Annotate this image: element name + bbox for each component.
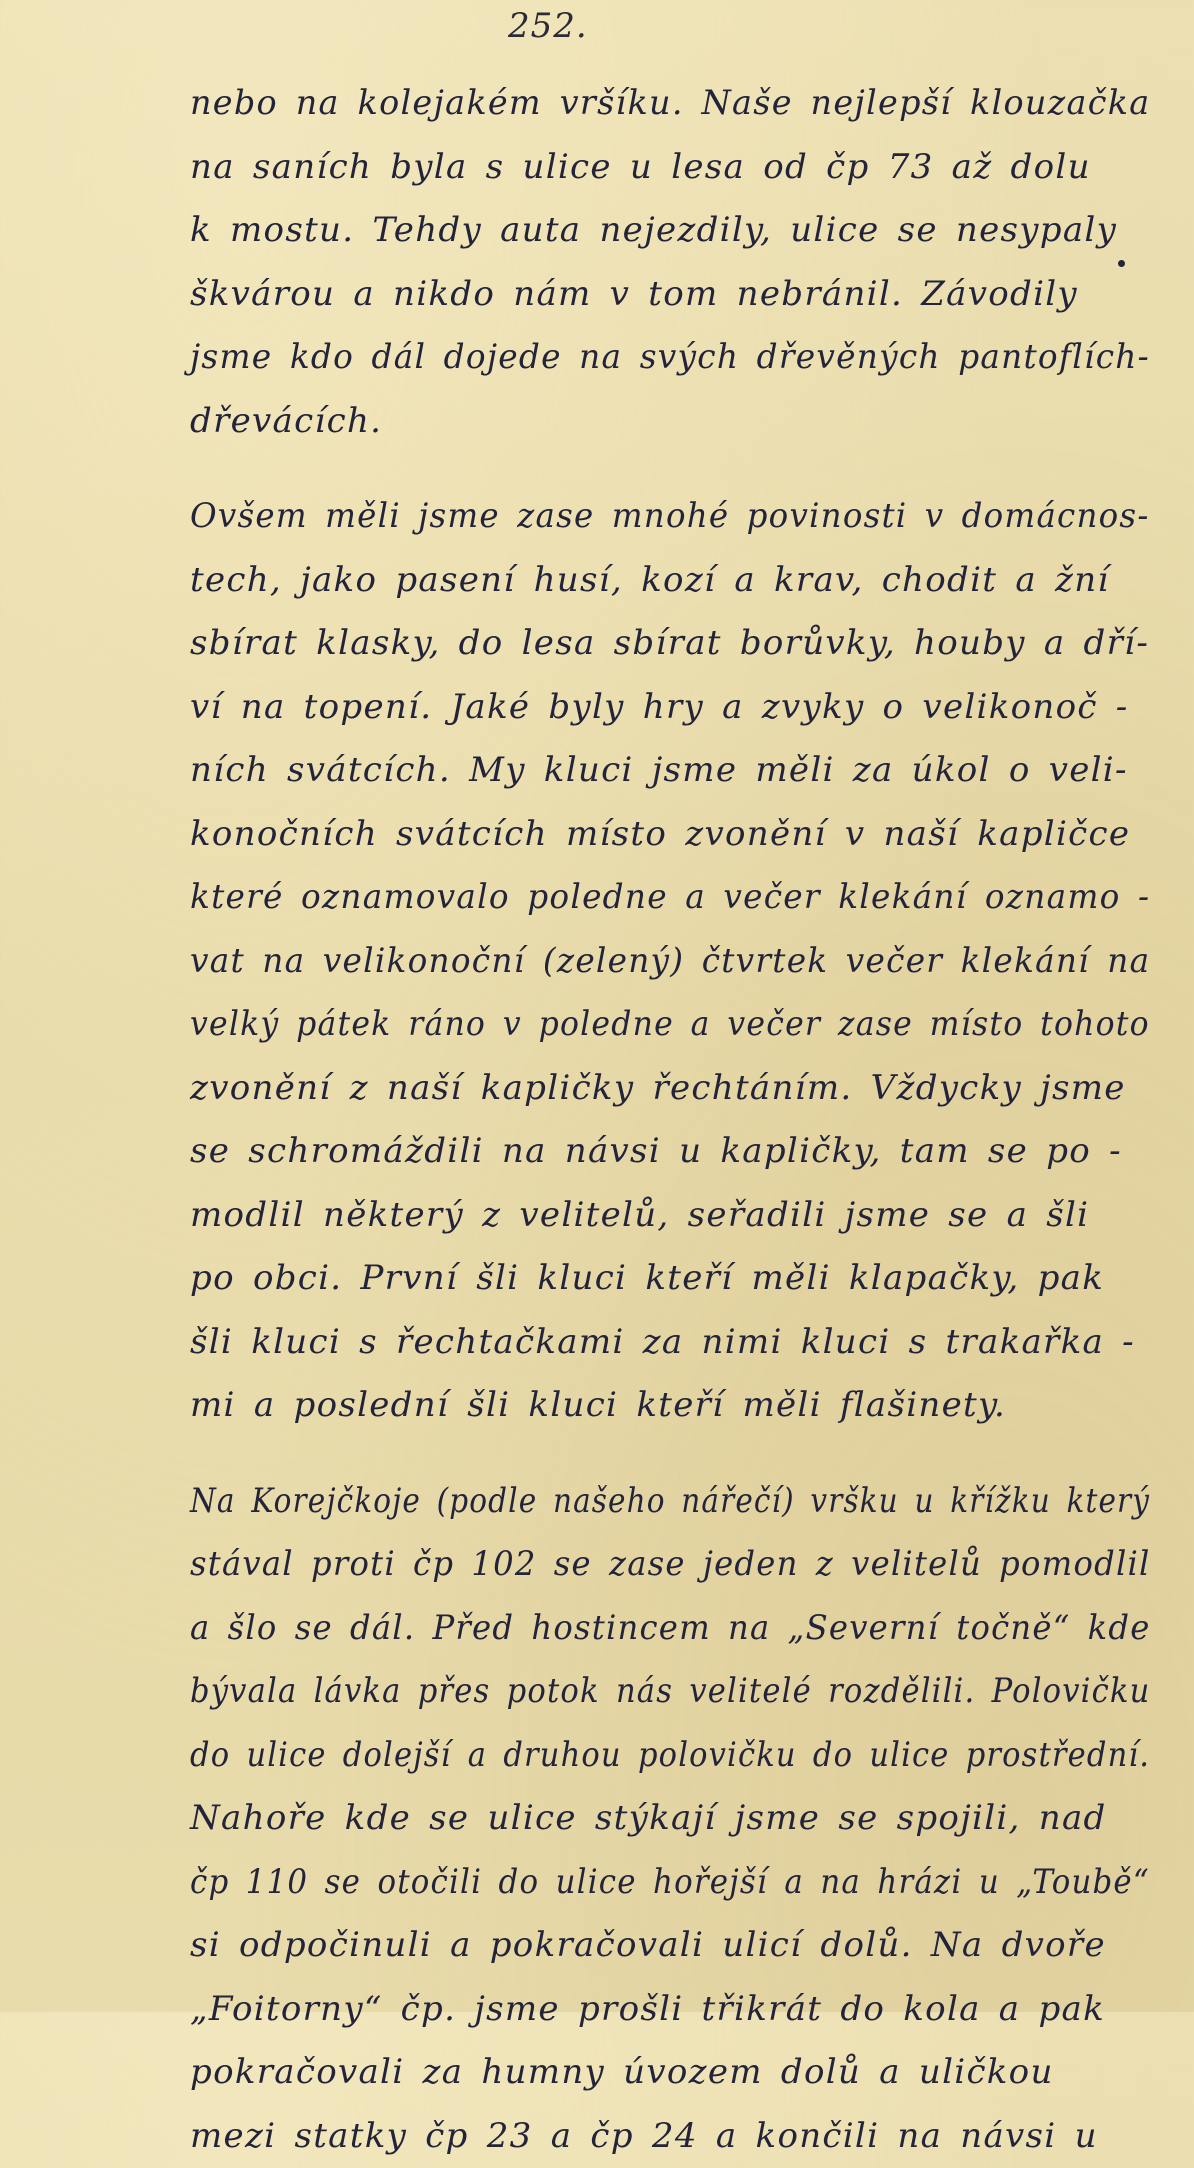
text-line: do ulice dolejší a druhou polovičku do ulice prostřední. <box>190 1724 1051 1788</box>
page-number: 252. <box>508 6 588 46</box>
text-line: jsme kdo dál dojede na svých dřevěných pantoflích- <box>190 326 1114 390</box>
text-line: po obci. První šli kluci kteří měli klapačky, pak <box>190 1247 1150 1311</box>
text-line: a šlo se dál. Před hostincem na „Severní točně“ kde <box>190 1597 1100 1661</box>
text-line: Na Korejčkoje (podle našeho nářečí) vršku u křížku který <box>190 1470 1022 1534</box>
text-line: konočních svátcích místo zvonění v naší kapličce <box>190 803 1150 867</box>
paragraph-gap <box>190 1438 1150 1470</box>
text-line: Ovšem měli jsme zase mnohé povinosti v domácnos- <box>190 485 1107 549</box>
text-line: „Foitorny“ čp. jsme prošli třikrát do kola a pak <box>190 1978 1150 2042</box>
text-line: čp 110 se otočili do ulice hořejší a na hrázi u „Toubě“ <box>190 1851 1061 1915</box>
text-line: k mostu. Tehdy auta nejezdily, ulice se nesypaly <box>190 199 1150 263</box>
text-line: mezi statky čp 23 a čp 24 a končili na návsi u <box>190 2105 1150 2168</box>
text-line: vat na velikonoční (zelený) čtvrtek večer klekání na <box>190 930 1114 994</box>
text-line: se schromáždili na návsi u kapličky, tam se po - <box>190 1120 1150 1184</box>
text-line: ních svátcích. My kluci jsme měli za úkol o veli- <box>190 739 1150 803</box>
text-line: si odpočinuli a pokračovali ulicí dolů. Na dvoře <box>190 1914 1150 1978</box>
paragraph <box>190 72 1150 453</box>
text-line: šli kluci s řechtačkami za nimi kluci s trakařka - <box>190 1311 1150 1375</box>
text-line: tech, jako pasení husí, kozí a krav, chodit a žní <box>190 549 1150 613</box>
paragraph <box>190 1470 1150 2168</box>
text-line: nebo na kolejakém vršíku. Naše nejlepší klouzačka <box>190 72 1134 136</box>
paragraph <box>190 485 1150 1438</box>
text-line: na saních byla s ulice u lesa od čp 73 až dolu <box>190 136 1150 200</box>
text-line: ví na topení. Jaké byly hry a zvyky o velikonoč - <box>190 676 1150 740</box>
text-line: pokračovali za humny úvozem dolů a uličkou <box>190 2041 1150 2105</box>
text-line: škvárou a nikdo nám v tom nebránil. Závodily <box>190 263 1150 327</box>
paragraph-gap <box>190 453 1150 485</box>
handwritten-text <box>190 72 1150 2168</box>
text-line: dřevácích. <box>190 390 1150 454</box>
text-line: zvonění z naší kapličky řechtáním. Vždycky jsme <box>190 1057 1150 1121</box>
text-line: mi a poslední šli kluci kteří měli flašinety. <box>190 1374 1150 1438</box>
text-line: Nahoře kde se ulice stýkají jsme se spojili, nad <box>190 1787 1150 1851</box>
text-line: bývala lávka přes potok nás velitelé rozdělili. Polovičku <box>190 1660 1053 1724</box>
text-line: které oznamovalo poledne a večer klekání oznamo - <box>190 866 1114 930</box>
text-line: stával proti čp 102 se zase jeden z velitelů pomodlil <box>190 1533 1100 1597</box>
text-line: modlil některý z velitelů, seřadili jsme se a šli <box>190 1184 1150 1248</box>
text-line: sbírat klasky, do lesa sbírat borůvky, houby a dří- <box>190 612 1150 676</box>
text-line: velký pátek ráno v poledne a večer zase místo tohoto <box>190 993 1079 1057</box>
